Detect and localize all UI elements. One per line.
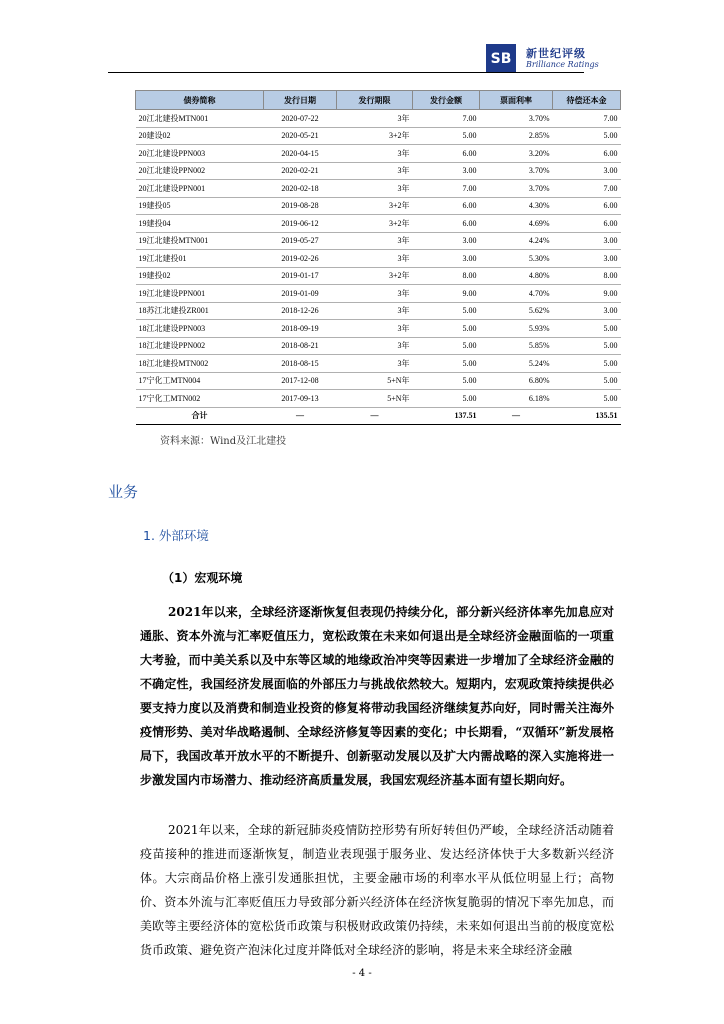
table-cell: 3+2年 xyxy=(337,215,413,233)
table-row xyxy=(136,372,621,390)
table-cell: 137.51 xyxy=(413,407,480,425)
table-cell: 2017-12-08 xyxy=(264,372,337,390)
table-cell: 5.00 xyxy=(413,390,480,408)
table-cell: 5.30% xyxy=(480,250,553,268)
table-cell: 5.00 xyxy=(553,372,621,390)
table-cell: 2019-05-27 xyxy=(264,232,337,250)
table-cell: 19江北建设PPN001 xyxy=(136,285,264,303)
table-cell: 3年 xyxy=(337,285,413,303)
table-cell: 17宁化工MTN004 xyxy=(136,372,264,390)
table-cell: 6.00 xyxy=(413,145,480,163)
table-cell: 5.93% xyxy=(480,320,553,338)
table-cell: 5.00 xyxy=(553,390,621,408)
table-cell: 7.00 xyxy=(553,180,621,198)
table-cell: 3年 xyxy=(337,320,413,338)
table-cell: 3.70% xyxy=(480,162,553,180)
table-row xyxy=(136,232,621,250)
table-cell: 2020-04-15 xyxy=(264,145,337,163)
table-cell: 19建投02 xyxy=(136,267,264,285)
table-cell: 5.00 xyxy=(553,355,621,373)
table-cell: 3.00 xyxy=(413,162,480,180)
logo-mark-text: SB xyxy=(490,51,512,67)
table-cell: 3.00 xyxy=(553,232,621,250)
table-cell: 7.00 xyxy=(413,110,480,128)
table-cell: 2020-07-22 xyxy=(264,110,337,128)
table-cell: 3+2年 xyxy=(337,127,413,145)
table-cell: 5+N年 xyxy=(337,372,413,390)
table-cell: 19江北建投01 xyxy=(136,250,264,268)
table-cell: 9.00 xyxy=(553,285,621,303)
table-cell: 18苏江北建投ZR001 xyxy=(136,302,264,320)
table-cell: 5.00 xyxy=(553,320,621,338)
table-cell: 18江北建设PPN002 xyxy=(136,337,264,355)
table-cell: 2019-02-26 xyxy=(264,250,337,268)
table-cell: 2019-01-17 xyxy=(264,267,337,285)
table-cell: 19建投05 xyxy=(136,197,264,215)
table-row xyxy=(136,250,621,268)
table-cell: 2019-08-28 xyxy=(264,197,337,215)
table-cell: — xyxy=(480,407,553,425)
table-source-note: 资料来源：Wind及江北建投 xyxy=(160,436,287,447)
column-header: 票面利率 xyxy=(480,91,553,110)
table-header-row xyxy=(136,91,621,110)
subsection-title: 1. 外部环境 xyxy=(143,528,209,543)
table-cell: 3.00 xyxy=(553,162,621,180)
table-cell: — xyxy=(264,407,337,425)
table-cell: 4.80% xyxy=(480,267,553,285)
table-cell: 6.80% xyxy=(480,372,553,390)
table-cell: 6.00 xyxy=(553,145,621,163)
table-cell: 6.00 xyxy=(413,197,480,215)
table-cell: 3年 xyxy=(337,337,413,355)
table-row xyxy=(136,337,621,355)
table-cell: 3.70% xyxy=(480,180,553,198)
table-cell: 5.00 xyxy=(413,127,480,145)
table-cell: 20建设02 xyxy=(136,127,264,145)
section-title: 业务 xyxy=(108,483,139,501)
table-row xyxy=(136,197,621,215)
table-body xyxy=(136,110,621,425)
table-cell: 3+2年 xyxy=(337,197,413,215)
table-cell: 2019-06-12 xyxy=(264,215,337,233)
table-cell: 3年 xyxy=(337,180,413,198)
table-cell: 20江北建设PPN002 xyxy=(136,162,264,180)
table-cell: 2018-09-19 xyxy=(264,320,337,338)
table-cell: 合计 xyxy=(136,407,264,425)
table-cell: 4.24% xyxy=(480,232,553,250)
table-cell: 2018-08-15 xyxy=(264,355,337,373)
table-cell: 6.00 xyxy=(413,215,480,233)
table-cell: 6.00 xyxy=(553,215,621,233)
table-row xyxy=(136,180,621,198)
table-cell: 6.00 xyxy=(553,197,621,215)
table-cell: 20江北建设PPN003 xyxy=(136,145,264,163)
table-row xyxy=(136,302,621,320)
table-row xyxy=(136,355,621,373)
column-header: 发行日期 xyxy=(264,91,337,110)
table-cell: 5.00 xyxy=(413,320,480,338)
table-cell: 3.20% xyxy=(480,145,553,163)
table-cell: 3.70% xyxy=(480,110,553,128)
table-row xyxy=(136,320,621,338)
table-cell: 3年 xyxy=(337,355,413,373)
table-total-row xyxy=(136,407,621,425)
table-cell: 18江北建投MTN002 xyxy=(136,355,264,373)
table-cell: 5.00 xyxy=(413,302,480,320)
summary-paragraph: 2021年以来，全球经济逐渐恢复但表现仍持续分化，部分新兴经济体率先加息应对通胀、资本外流与汇率贬值压力，宽松政策在未来如何退出是全球经济金融面临的一项重大考验，而中美关系以及中东等区域的地缘政治冲突等因素进一步增加了全球经济金融的不确定性，我国经济发展面临的外部压力与挑战依然较大。短期内，宏观政策持续提供必要支持力度以及消费和制造业投资的修复将带动我国经济继续复苏向好，同时需关注海外疫情形势、美对华战略遏制、全球经济修复等因素的变化；中长期看，“双循环”新发展格局下，我国改革开放水平的不断提升、创新驱动发展以及扩大内需战略的深入实施将进一步激发国内市场潜力、推动经济高质量发展，我国宏观经济基本面有望长期向好。 xyxy=(140,605,614,787)
table-row xyxy=(136,145,621,163)
logo-chinese-name: 新世纪评级 xyxy=(526,47,586,60)
table-cell: 3.00 xyxy=(553,250,621,268)
table-cell: 2019-01-09 xyxy=(264,285,337,303)
page-number: - 4 - xyxy=(352,968,372,979)
table-cell: 17宁化工MTN002 xyxy=(136,390,264,408)
bond-table xyxy=(135,90,621,425)
table-cell: 3.00 xyxy=(413,232,480,250)
logo-mark-icon xyxy=(486,44,516,72)
table-cell: 3.00 xyxy=(413,250,480,268)
table-cell: 20江北建设PPN001 xyxy=(136,180,264,198)
table-cell: 7.00 xyxy=(553,110,621,128)
table-cell: 8.00 xyxy=(553,267,621,285)
table-cell: 18江北建设PPN003 xyxy=(136,320,264,338)
header-divider xyxy=(108,72,584,73)
table-row xyxy=(136,390,621,408)
table-cell: 5.62% xyxy=(480,302,553,320)
body-paragraph: 2021年以来，全球的新冠肺炎疫情防控形势有所好转但仍严峻，全球经济活动随着疫苗接种的推进而逐渐恢复，制造业表现强于服务业、发达经济体快于大多数新兴经济体。大宗商品价格上涨引发通胀担忧，主要金融市场的利率水平从低位明显上行；高物价、资本外流与汇率贬值压力导致部分新兴经济体在经济恢复脆弱的情况下率先加息，而美欧等主要经济体的宽松货币政策与积极财政政策仍持续，未来如何退出当前的极度宽松货币政策、避免资产泡沫化过度并降低对全球经济的影响，将是未来全球经济金融 xyxy=(140,823,614,957)
table-cell: 20江北建投MTN001 xyxy=(136,110,264,128)
table-row xyxy=(136,285,621,303)
table-cell: 19江北建投MTN001 xyxy=(136,232,264,250)
table-cell: 4.69% xyxy=(480,215,553,233)
table-cell: 5.00 xyxy=(553,127,621,145)
table-cell: 5.00 xyxy=(413,372,480,390)
table-cell: 3+2年 xyxy=(337,267,413,285)
table-cell: 8.00 xyxy=(413,267,480,285)
column-header: 待偿还本金 xyxy=(553,91,621,110)
table-cell: — xyxy=(337,407,413,425)
table-cell: 135.51 xyxy=(553,407,621,425)
table-cell: 3年 xyxy=(337,162,413,180)
logo-english-name: Brilliance Ratings xyxy=(526,60,599,69)
table-cell: 5.00 xyxy=(553,337,621,355)
subsubsection-title: （1）宏观环境 xyxy=(162,571,243,585)
table-cell: 3年 xyxy=(337,110,413,128)
table-row xyxy=(136,127,621,145)
table-cell: 3年 xyxy=(337,250,413,268)
table-cell: 3年 xyxy=(337,145,413,163)
table-cell: 5.00 xyxy=(413,355,480,373)
table-cell: 6.18% xyxy=(480,390,553,408)
table-cell: 2020-02-18 xyxy=(264,180,337,198)
table-cell: 3.00 xyxy=(553,302,621,320)
table-cell: 4.30% xyxy=(480,197,553,215)
brand-logo xyxy=(486,44,606,72)
table-cell: 2020-02-21 xyxy=(264,162,337,180)
table-cell: 3年 xyxy=(337,232,413,250)
table-cell: 2018-08-21 xyxy=(264,337,337,355)
table-row xyxy=(136,215,621,233)
table-cell: 3年 xyxy=(337,302,413,320)
table-cell: 2.85% xyxy=(480,127,553,145)
table-cell: 19建投04 xyxy=(136,215,264,233)
column-header: 发行期限 xyxy=(337,91,413,110)
table-cell: 5.85% xyxy=(480,337,553,355)
table-cell: 5.24% xyxy=(480,355,553,373)
table-cell: 4.70% xyxy=(480,285,553,303)
column-header: 债券简称 xyxy=(136,91,264,110)
table-row xyxy=(136,162,621,180)
table-cell: 5+N年 xyxy=(337,390,413,408)
table-row xyxy=(136,267,621,285)
column-header: 发行金额 xyxy=(413,91,480,110)
table-cell: 7.00 xyxy=(413,180,480,198)
table-cell: 2018-12-26 xyxy=(264,302,337,320)
table-row xyxy=(136,110,621,128)
table-cell: 5.00 xyxy=(413,337,480,355)
table-cell: 2017-09-13 xyxy=(264,390,337,408)
table-cell: 2020-05-21 xyxy=(264,127,337,145)
table-cell: 9.00 xyxy=(413,285,480,303)
